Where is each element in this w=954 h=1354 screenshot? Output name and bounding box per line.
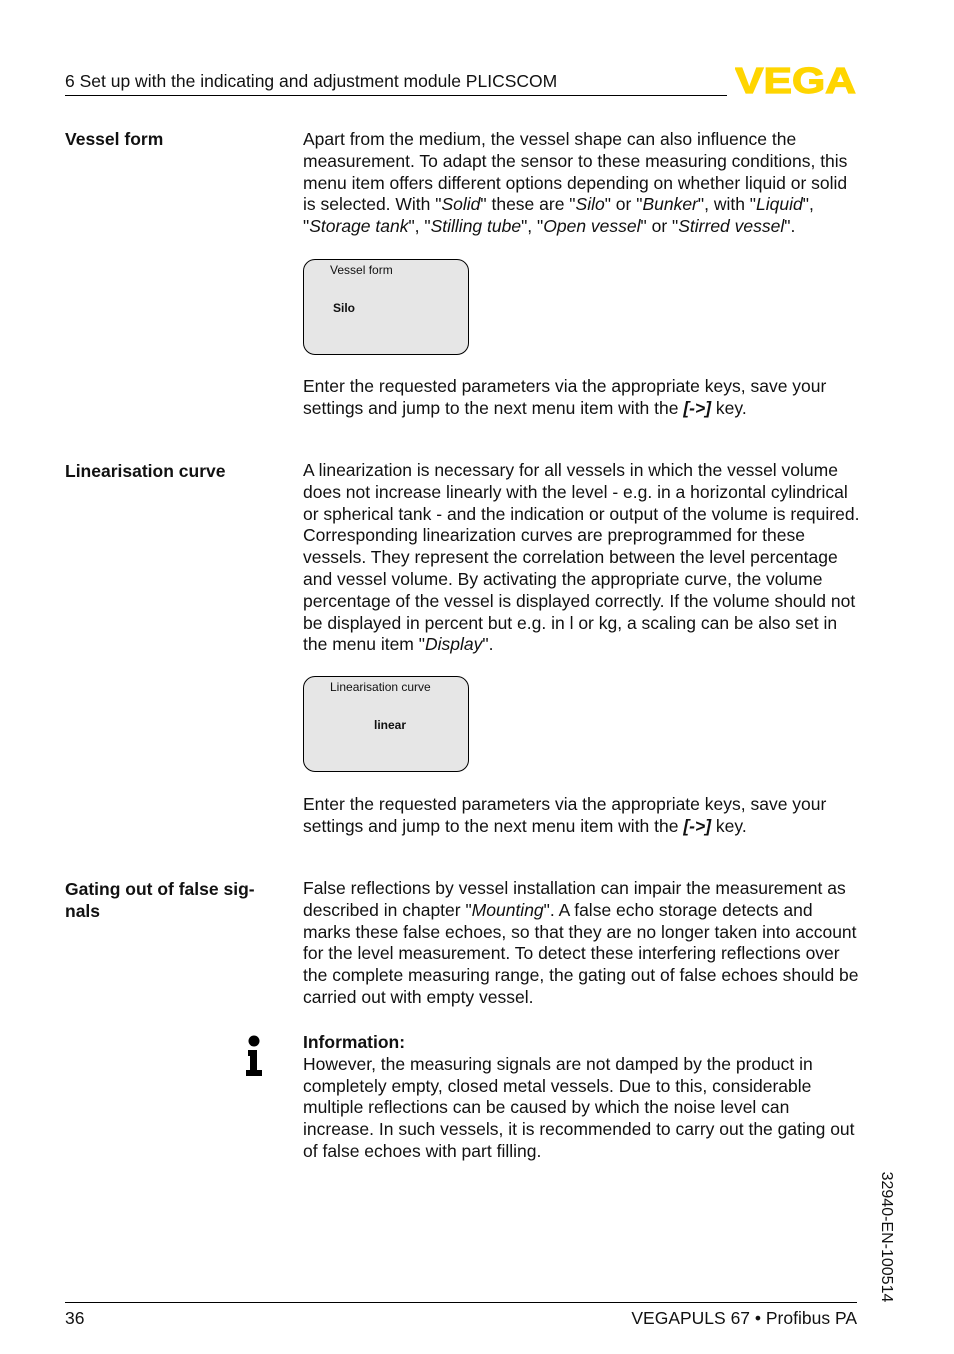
vega-logo	[735, 64, 857, 96]
linearisation-heading: Linearisation curve	[65, 461, 226, 481]
information-label: Information:	[303, 1032, 406, 1052]
information-note	[303, 1032, 863, 1163]
header-divider	[65, 95, 727, 96]
vessel-form-paragraph: Apart from the medium, the vessel shape can also influence the measurement. To adapt the sensor to these measuring conditions, this menu item offers different options depending on whether liquid or solid is selected. With "Solid" these are "Silo" or "Bunker", with "Liquid", "Storage tank", "Stilling tube", "Open vessel" or "Stirred vessel".	[303, 129, 848, 237]
display-value: linear	[374, 718, 407, 732]
vessel-form-display	[303, 259, 469, 355]
vessel-form-instruction: Enter the requested parameters via the appropriate keys, save your settings and jump to the next menu item with the [->] key.	[303, 376, 827, 418]
display-value: Silo	[333, 301, 356, 315]
document-code: 32940-EN-100514	[878, 1171, 895, 1303]
information-text: However, the measuring signals are not damped by the product in completely empty, closed metal vessels. Due to this, considerable multiple reflections can be caused by which the noise level can increase. In such vessels, it is recommended to carry out the gating out of false echoes with part filling.	[303, 1053, 855, 1161]
linearisation-paragraph: A linearization is necessary for all vessels in which the vessel volume does not increase linearly with the level - e.g. in a horizontal cylindrical or spherical tank - and the indication or output of the volume is required. Corresponding linearization curves are preprogrammed for these vessels. They represent the correlation between the level percentage and vessel volume. By activating the appropriate curve, the volume percentage of the vessel is displayed correctly. If the volume should not be displayed in percent but e.g. in l or kg, a scaling can be also set in the menu item "Display".	[303, 460, 860, 655]
linearisation-instruction: Enter the requested parameters via the appropriate keys, save your settings and jump to the next menu item with the [->] key.	[303, 794, 827, 836]
chapter-title: 6 Set up with the indicating and adjustment module PLICSCOM	[65, 71, 558, 91]
logo-text: VEGA	[735, 64, 856, 96]
gating-paragraph: False reflections by vessel installation can impair the measurement as described in chapter "Mounting". A false echo storage detects and marks these false echoes, so that they are no longer taken into account for the level measurement. To detect these interfering reflections over the complete measuring range, the gating out of false echoes should be carried out with empty vessel.	[303, 878, 859, 1007]
linearisation-display	[303, 676, 469, 772]
display-title: Vessel form	[330, 263, 393, 277]
vessel-form-heading: Vessel form	[65, 129, 164, 149]
gating-heading: Gating out of false sig- nals	[65, 879, 255, 921]
product-name: VEGAPULS 67 • Profibus PA	[631, 1308, 857, 1328]
footer-divider	[65, 1302, 857, 1303]
display-title: Linearisation curve	[330, 680, 431, 694]
info-icon	[244, 1035, 264, 1077]
page-number: 36	[65, 1308, 85, 1328]
